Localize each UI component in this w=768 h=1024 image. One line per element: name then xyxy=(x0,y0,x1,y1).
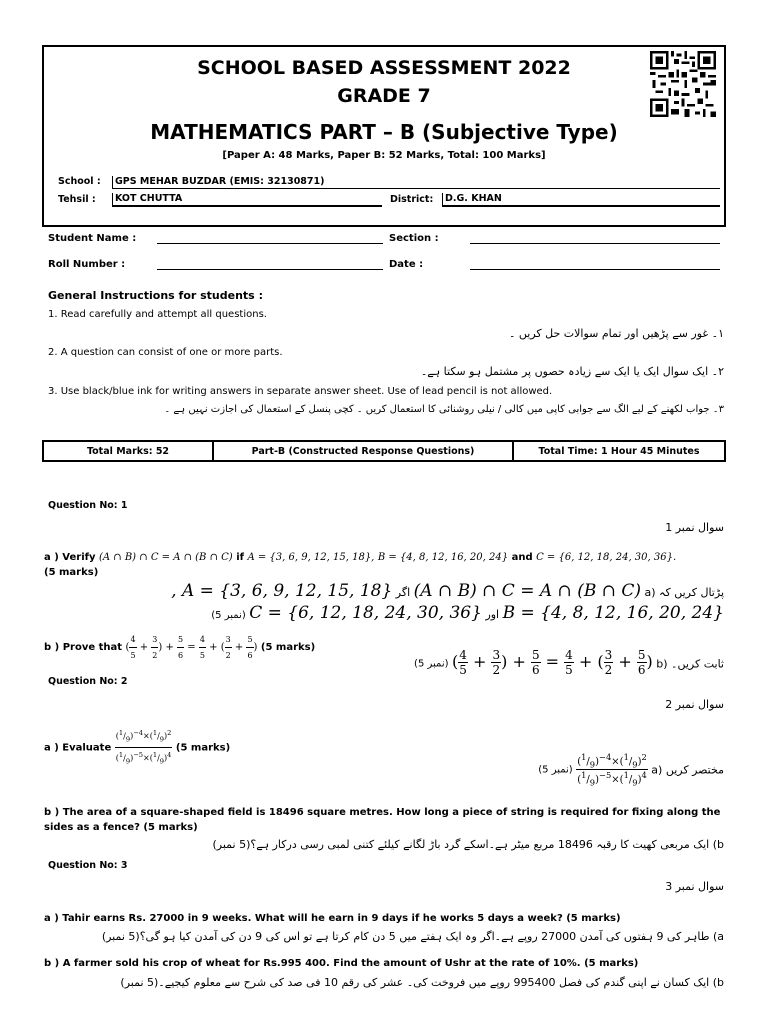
question-3-label: Question No: 3 xyxy=(48,860,128,871)
q1a-set-c: C = {6, 12, 18, 24, 30, 36}. xyxy=(536,552,677,563)
question-2b-urdu: b) ایک مربعی کھیت کا رقبہ 18496 مربع میٹر ہے۔اسکے گرد باڑ لگانے کیلئے کتنی لمبی رسی درکار ہے؟(5 نمبر) xyxy=(212,838,724,851)
q1b-marks: (5 marks) xyxy=(260,642,316,653)
q1b-urdu-marks: (5 نمبر) xyxy=(414,658,449,670)
instruction-2-urdu: ۲۔ ایک سوال ایک یا ایک سے زیادہ حصوں پر مشتمل ہو سکتا ہے۔ xyxy=(420,365,724,378)
total-marks: Total Marks: 52 xyxy=(44,442,214,460)
question-1a xyxy=(44,550,734,580)
q1a-urdu-and: اور xyxy=(485,608,500,621)
subject-title: MATHEMATICS PART – B (Subjective Type) xyxy=(150,120,618,144)
question-3a-urdu: a) طاہر کی 9 ہفتوں کی آمدن 27000 روپے ہے۔اگر وہ ایک ہفتے میں 5 دن کام کرتا ہے تو اس کی 9 دن کی آمدن کیا ہو گی؟(5 نمبر) xyxy=(101,930,724,943)
q1a-set-b: B = {4, 8, 12, 16, 20, 24} xyxy=(377,552,509,563)
question-1b: b ) Prove that ( $\frac{4}{5}$ + $\frac{3}{2}$ ) + $\frac{5}{6}$ = $\frac{4}{5}$ + ( $\frac{3}{2}$ + $\frac{5}{6}$ ) (5 marks) xyxy=(44,632,734,663)
q1a-expression: (A ∩ B) ∩ C = A ∩ (B ∩ C) xyxy=(98,552,233,563)
instruction-3: 3. Use black/blue ink for writing answers in separate answer sheet. Use of lead pencil is not allowed. xyxy=(48,386,553,397)
roll-number-line[interactable] xyxy=(157,269,383,270)
q2a-prefix: a ) Evaluate xyxy=(44,742,112,754)
question-2a: a ) Evaluate $\frac{(^1/_9)^{-4}\times(^1/_9)^2}{(^1/_9)^{-5}\times(^1/_9)^4}$ (5 marks) xyxy=(44,726,734,770)
q1a-urdu-prefix: a) پڑتال کریں کہ xyxy=(644,586,724,599)
tehsil-label: Tehsil : xyxy=(58,194,96,205)
q1a-and: and xyxy=(511,552,533,563)
question-2-label: Question No: 2 xyxy=(48,676,128,687)
question-2b: b ) The area of a square-shaped field is 18496 square metres. How long a piece of string is required for fixing along the sides as a fence? (5 marks) xyxy=(44,807,721,833)
instruction-1: 1. Read carefully and attempt all questions. xyxy=(48,309,267,320)
tehsil-row xyxy=(54,192,720,208)
district-value: D.G. KHAN xyxy=(442,193,720,207)
question-2-urdu-label: سوال نمبر 2 xyxy=(665,698,724,711)
question-3-urdu-label: سوال نمبر 3 xyxy=(665,880,724,893)
school-row xyxy=(54,174,720,190)
instruction-1-urdu: ۱۔ غور سے پڑھیں اور تمام سوالات حل کریں ۔ xyxy=(508,327,724,340)
grade-title: GRADE 7 xyxy=(337,85,431,107)
q2a-urdu-prefix: a) مختصر کریں xyxy=(651,763,724,777)
assessment-title: SCHOOL BASED ASSESSMENT 2022 xyxy=(197,57,571,79)
question-3a: a ) Tahir earns Rs. 27000 in 9 weeks. What will he earn in 9 days if he works 5 days a week? (5 marks) xyxy=(44,913,621,924)
question-1-urdu-label: سوال نمبر 1 xyxy=(665,521,724,534)
part-label: Part-B (Constructed Response Questions) xyxy=(214,442,514,460)
q2a-marks: (5 marks) xyxy=(175,742,231,754)
section-line[interactable] xyxy=(470,243,720,244)
q1a-urdu-set-b: B = {4, 8, 12, 16, 20, 24} xyxy=(502,603,724,623)
question-2a-urdu: (5 نمبر) $\frac{(^1/_9)^{-4}\times(^1/_9)^2}{(^1/_9)^{-5}\times(^1/_9)^4}$ a) مختصر کریں xyxy=(538,752,724,788)
q1a-prefix: a ) Verify xyxy=(44,552,96,563)
marks-note: [Paper A: 48 Marks, Paper B: 52 Marks, Total: 100 Marks] xyxy=(222,150,546,161)
q1a-marks: (5 marks) xyxy=(44,567,99,578)
school-value: GPS MEHAR BUZDAR (EMIS: 32130871) xyxy=(112,176,720,189)
district-label: District: xyxy=(390,194,434,205)
q1a-urdu-set-a: , A = {3, 6, 9, 12, 15, 18} xyxy=(171,581,393,601)
qr-code-icon xyxy=(650,51,716,117)
header-box xyxy=(42,45,726,227)
q1a-set-a: A = {3, 6, 9, 12, 15, 18}, xyxy=(247,552,375,563)
student-name-line[interactable] xyxy=(157,243,383,244)
instruction-2: 2. A question can consist of one or more parts. xyxy=(48,347,283,358)
student-name-label: Student Name : xyxy=(48,233,137,244)
instructions-title: General Instructions for students : xyxy=(48,289,263,302)
school-label: School : xyxy=(58,176,101,187)
section-label: Section : xyxy=(389,233,439,244)
paper-info-bar xyxy=(42,440,726,462)
q1a-urdu-if: اگر xyxy=(395,586,411,599)
total-time: Total Time: 1 Hour 45 Minutes xyxy=(538,445,700,457)
q1a-urdu-expression: (A ∩ B) ∩ C = A ∩ (B ∩ C) xyxy=(413,581,642,601)
question-3b-urdu: b) ایک کسان نے اپنی گندم کی فصل 995400 روپے میں فروخت کی۔ عشر کی رقم 10 فی صد کی شرح سے معلوم کیجیے۔(5 نمبر) xyxy=(120,976,724,989)
question-1b-urdu: (5 نمبر) ( $\frac{4}{5}$ + $\frac{3}{2}$ ) + $\frac{5}{6}$ = $\frac{4}{5}$ + ( $\frac{3}{2}$ + $\frac{5}{6}$ ) b) ثابت کریں۔ xyxy=(414,648,724,677)
date-line[interactable] xyxy=(470,269,720,270)
q1a-urdu-set-c: C = {6, 12, 18, 24, 30, 36} xyxy=(249,603,482,623)
roll-number-label: Roll Number : xyxy=(48,259,126,270)
q1a-if: if xyxy=(236,552,244,563)
q1a-urdu-marks: (5 نمبر) xyxy=(211,610,246,621)
question-3b: b ) A farmer sold his crop of wheat for Rs.995 400. Find the amount of Ushr at the rate of 10%. (5 marks) xyxy=(44,958,639,969)
question-1a-urdu xyxy=(171,581,724,601)
q1b-urdu-prefix: b) ثابت کریں۔ xyxy=(656,657,724,671)
date-label: Date : xyxy=(389,259,424,270)
tehsil-value: KOT CHUTTA xyxy=(112,193,382,207)
question-1-label: Question No: 1 xyxy=(48,500,128,511)
q1b-prefix: b ) Prove that xyxy=(44,642,123,653)
instruction-3-urdu: ۳۔ جواب لکھنے کے لیے الگ سے جوابی کاپی میں کالی / نیلی روشنائی کا استعمال کریں ۔ کچی پنسل کے استعمال کی اجازت نہیں ہے ۔ xyxy=(164,404,724,415)
question-1a-urdu-line2 xyxy=(211,603,724,623)
q2a-urdu-marks: (5 نمبر) xyxy=(538,764,573,776)
